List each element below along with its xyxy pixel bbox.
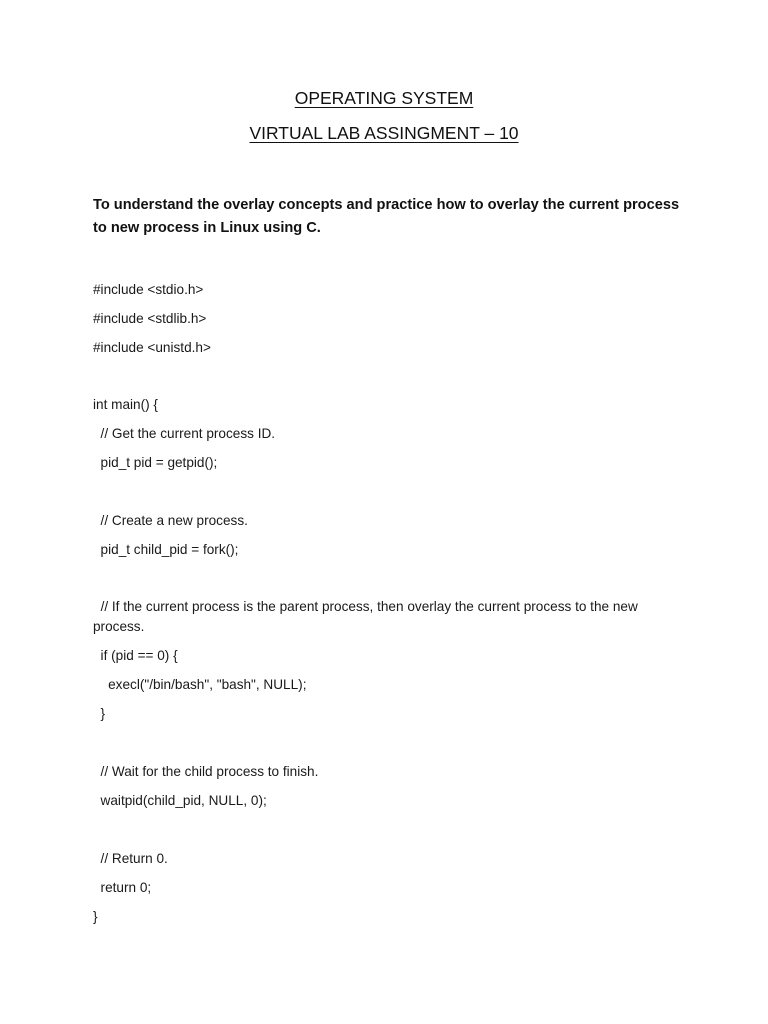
code-line-execl: execl("/bin/bash", "bash", NULL); [93,677,307,692]
code-line-include-stdlib: #include <stdlib.h> [93,311,207,326]
code-line-main-close: } [93,909,98,924]
code-line-getpid: pid_t pid = getpid(); [93,455,218,470]
code-line-if: if (pid == 0) { [93,648,178,663]
code-line-main: int main() { [93,397,158,412]
code-line-include-stdio: #include <stdio.h> [93,282,204,297]
code-line-include-unistd: #include <unistd.h> [93,340,211,355]
code-line-comment-create: // Create a new process. [93,513,248,528]
aim-statement: To understand the overlay concepts and practice how to overlay the current process to new process in Linux using C. [93,197,680,236]
code-line-comment-overlay: // If the current process is the parent process, then overlay the current process to the new process. [93,599,642,634]
code-line-waitpid: waitpid(child_pid, NULL, 0); [93,793,267,808]
assignment-title: VIRTUAL LAB ASSINGMENT – 10 [249,123,519,143]
code-line-comment-pid: // Get the current process ID. [93,426,276,441]
code-line-comment-wait: // Wait for the child process to finish. [93,764,319,779]
code-line-if-close: } [93,706,106,721]
code-line-comment-return: // Return 0. [93,851,168,866]
code-line-return: return 0; [93,880,152,895]
document-title: OPERATING SYSTEM [294,88,474,108]
code-line-fork: pid_t child_pid = fork(); [93,542,239,557]
